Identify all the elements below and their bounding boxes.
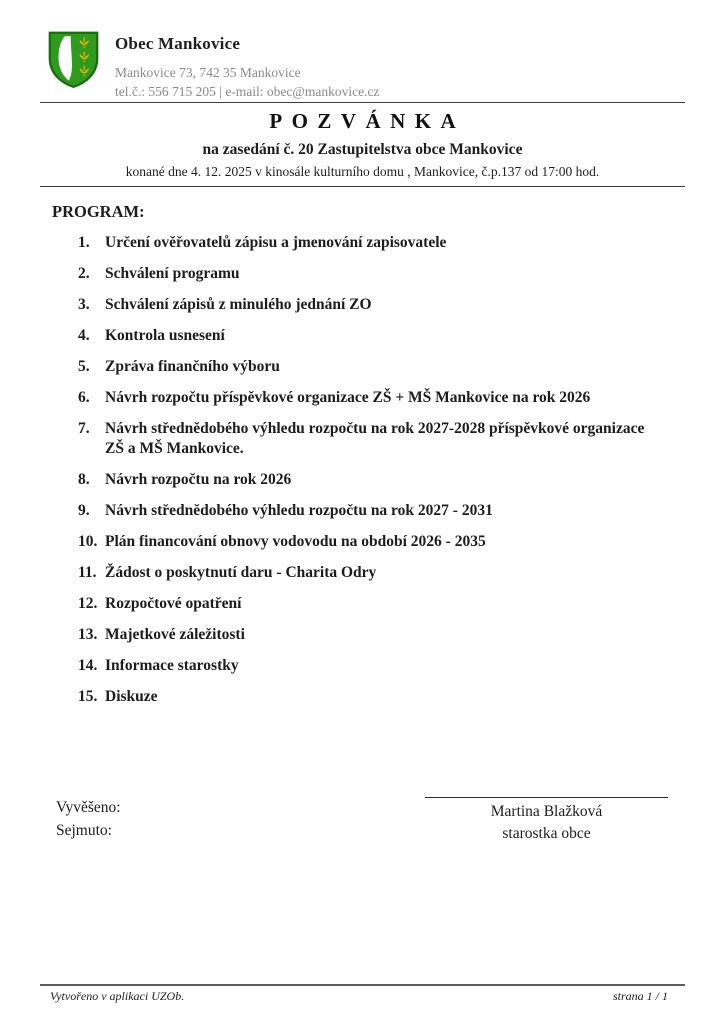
item-text: Schválení programu — [105, 265, 240, 282]
item-number: 5. — [78, 358, 90, 375]
program-item — [78, 563, 653, 583]
signer-name: Martina Blažková — [490, 803, 603, 820]
program-item — [78, 388, 653, 408]
item-text: Žádost o poskytnutí daru - Charita Odry — [105, 564, 377, 581]
item-text: Návrh střednědobého výhledu rozpočtu na rok 2027 - 2031 — [105, 502, 493, 519]
program-item — [78, 687, 653, 707]
item-number: 12. — [78, 595, 98, 612]
municipality-coat-of-arms-icon — [47, 31, 100, 89]
item-text: Majetkové záležitosti — [105, 626, 245, 643]
header-divider — [40, 102, 685, 103]
item-number: 11. — [78, 564, 97, 581]
program-item — [78, 625, 653, 645]
fleur-de-lis-group — [80, 37, 89, 77]
footer-generator-note: Vytvořeno v aplikaci UZOb. — [50, 989, 185, 1003]
item-text: Určení ověřovatelů zápisu a jmenování zapisovatele — [105, 234, 447, 251]
organization-phone-email: tel.č.: 556 715 205 | e-mail: obec@mankovice.cz — [115, 84, 380, 99]
program-item — [78, 326, 653, 346]
program-list — [78, 233, 653, 718]
posted-label: Vyvěšeno: — [56, 799, 121, 816]
title-divider — [40, 186, 685, 187]
program-item — [78, 357, 653, 377]
item-number: 3. — [78, 296, 90, 313]
footer-page-number: strana 1 / 1 — [612, 989, 668, 1003]
program-item — [78, 233, 653, 253]
item-number: 13. — [78, 626, 98, 643]
program-item — [78, 419, 653, 459]
item-number: 14. — [78, 657, 98, 674]
document-subtitle: na zasedání č. 20 Zastupitelstva obce Mankovice — [202, 141, 523, 158]
item-number: 7. — [78, 420, 90, 437]
organization-name: Obec Mankovice — [115, 34, 241, 53]
item-number: 10. — [78, 533, 98, 550]
organization-contact-block — [115, 63, 379, 101]
program-item — [78, 532, 653, 552]
item-text: Rozpočtové opatření — [105, 595, 242, 612]
program-item — [78, 501, 653, 521]
item-number: 9. — [78, 502, 90, 519]
program-item — [78, 656, 653, 676]
item-text: Zpráva finančního výboru — [105, 358, 280, 375]
item-text: Schválení zápisů z minulého jednání ZO — [105, 296, 372, 313]
program-item — [78, 594, 653, 614]
removed-label: Sejmuto: — [56, 822, 112, 839]
item-text: Informace starostky — [105, 657, 239, 674]
program-item — [78, 264, 653, 284]
item-number: 2. — [78, 265, 90, 282]
signature-block — [425, 797, 668, 845]
posting-dates-block — [56, 796, 121, 842]
item-number: 8. — [78, 471, 90, 488]
item-text: Diskuze — [105, 688, 158, 705]
item-number: 4. — [78, 327, 90, 344]
meeting-details: konané dne 4. 12. 2025 v kinosále kulturního domu , Mankovice, č.p.137 od 17:00 hod. — [125, 164, 600, 179]
organization-address: Mankovice 73, 742 35 Mankovice — [115, 65, 301, 80]
item-text: Plán financování obnovy vodovodu na období 2026 - 2035 — [105, 533, 486, 550]
signer-role: starostka obce — [502, 825, 591, 842]
item-text: Návrh rozpočtu příspěvkové organizace ZŠ + MŠ Mankovice na rok 2026 — [105, 389, 591, 406]
invitation-heading-block — [40, 109, 685, 180]
program-item — [78, 470, 653, 490]
document-title: POZVÁNKA — [269, 109, 466, 133]
item-number: 6. — [78, 389, 90, 406]
item-text: Kontrola usnesení — [105, 327, 225, 344]
item-text: Návrh střednědobého výhledu rozpočtu na rok 2027-2028 příspěvkové organizace ZŠ a MŠ Mankovice. — [105, 420, 645, 457]
letterhead — [115, 34, 379, 101]
item-number: 15. — [78, 688, 98, 705]
item-number: 1. — [78, 234, 90, 251]
program-heading: PROGRAM: — [52, 202, 145, 221]
shield-shape — [50, 33, 97, 87]
item-text: Návrh rozpočtu na rok 2026 — [105, 471, 292, 488]
program-item — [78, 295, 653, 315]
footer-divider — [40, 984, 685, 986]
